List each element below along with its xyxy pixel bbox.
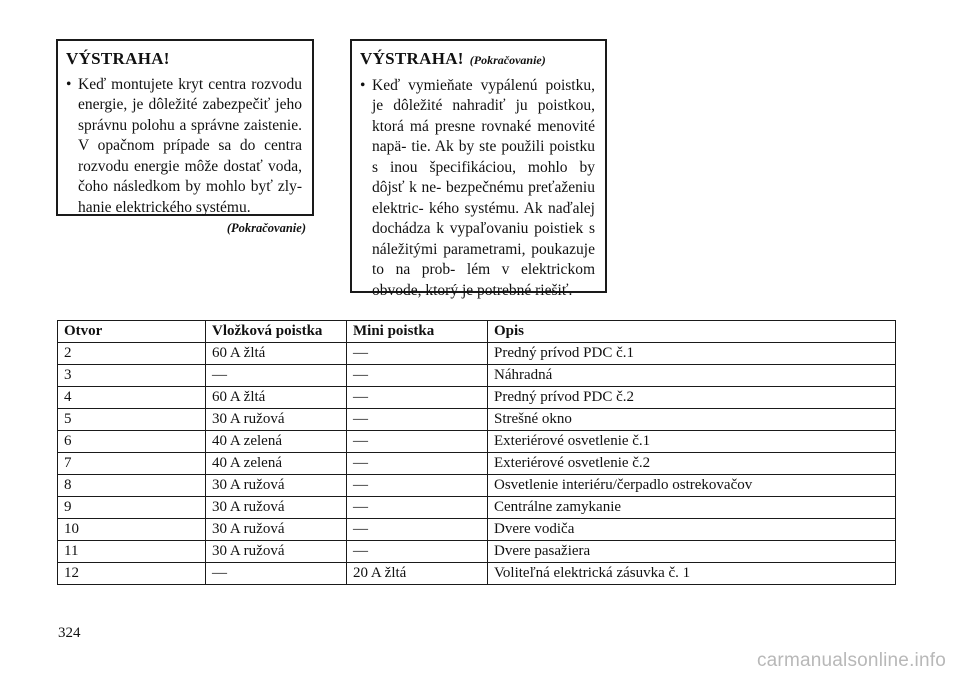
cell-cavity: 9	[58, 497, 206, 519]
table-row	[58, 343, 896, 365]
cell-mini-fuse: —	[347, 387, 488, 409]
cell-cavity: 2	[58, 343, 206, 365]
fuse-table	[57, 320, 896, 585]
cell-cartridge-fuse: —	[206, 563, 347, 585]
cell-cavity: 8	[58, 475, 206, 497]
warning-text: Keď vymieňate vypálenú poistku, je dôležité nahradiť ju poistkou, ktorá má presne rovnaké menovité napä- tie. Ak by ste použili poistku s inou špecifikáciou, mohlo by dôjsť k ne- bezpečnému preťaženiu elektric- kého systému. Ak naďalej dochádza k vypaľovaniu poistiek s náležitými parametrami, poukazuje to na prob- lém v elektrickom obvode, ktorý je potrebné riešiť.	[372, 76, 595, 299]
cell-cavity: 4	[58, 387, 206, 409]
warning-continued-label: (Pokračovanie)	[469, 53, 546, 67]
header-mini-fuse: Mini poistka	[347, 321, 488, 343]
cell-cartridge-fuse: —	[206, 365, 347, 387]
warning-item	[360, 76, 595, 302]
warning-box-right	[350, 39, 607, 299]
header-cartridge-fuse: Vložková poistka	[206, 321, 347, 343]
cell-mini-fuse: 20 A žltá	[347, 563, 488, 585]
cell-cartridge-fuse: 30 A ružová	[206, 409, 347, 431]
cell-description: Exteriérové osvetlenie č.2	[488, 453, 896, 475]
cell-cartridge-fuse: 30 A ružová	[206, 541, 347, 563]
cell-cartridge-fuse: 30 A ružová	[206, 519, 347, 541]
cell-mini-fuse: —	[347, 453, 488, 475]
table-row	[58, 541, 896, 563]
cell-mini-fuse: —	[347, 365, 488, 387]
table-row	[58, 497, 896, 519]
cell-mini-fuse: —	[347, 497, 488, 519]
cell-cavity: 7	[58, 453, 206, 475]
cell-description: Dvere vodiča	[488, 519, 896, 541]
warning-item	[66, 75, 302, 219]
cell-mini-fuse: —	[347, 343, 488, 365]
table-row	[58, 409, 896, 431]
cell-cavity: 10	[58, 519, 206, 541]
table-row	[58, 475, 896, 497]
cell-cartridge-fuse: 60 A žltá	[206, 387, 347, 409]
page-number: 324	[58, 625, 81, 641]
cell-cartridge-fuse: 40 A zelená	[206, 453, 347, 475]
table-row	[58, 453, 896, 475]
cell-cavity: 5	[58, 409, 206, 431]
header-cavity: Otvor	[58, 321, 206, 343]
header-description: Opis	[488, 321, 896, 343]
cell-description: Voliteľná elektrická zásuvka č. 1	[488, 563, 896, 585]
cell-cartridge-fuse: 40 A zelená	[206, 431, 347, 453]
cell-description: Náhradná	[488, 365, 896, 387]
table-row	[58, 387, 896, 409]
cell-cartridge-fuse: 60 A žltá	[206, 343, 347, 365]
cell-description: Exteriérové osvetlenie č.1	[488, 431, 896, 453]
warning-title-right	[360, 49, 595, 71]
continued-note: (Pokračovanie)	[226, 221, 306, 235]
cell-mini-fuse: —	[347, 475, 488, 497]
warning-title-text: VÝSTRAHA!	[360, 49, 464, 68]
cell-description: Predný prívod PDC č.2	[488, 387, 896, 409]
cell-mini-fuse: —	[347, 431, 488, 453]
bullet-icon: •	[360, 76, 366, 94]
table-header-row	[58, 321, 896, 343]
table-row	[58, 563, 896, 585]
table-row	[58, 519, 896, 541]
cell-mini-fuse: —	[347, 541, 488, 563]
cell-cavity: 11	[58, 541, 206, 563]
cell-cavity: 12	[58, 563, 206, 585]
cell-cavity: 6	[58, 431, 206, 453]
cell-description: Centrálne zamykanie	[488, 497, 896, 519]
fuse-table-body	[58, 343, 896, 585]
bullet-icon: •	[66, 75, 72, 93]
cell-cartridge-fuse: 30 A ružová	[206, 475, 347, 497]
cell-description: Predný prívod PDC č.1	[488, 343, 896, 365]
cell-description: Osvetlenie interiéru/čerpadlo ostrekovačov	[488, 475, 896, 497]
table-row	[58, 365, 896, 387]
cell-mini-fuse: —	[347, 519, 488, 541]
cell-cavity: 3	[58, 365, 206, 387]
warning-text: Keď montujete kryt centra rozvodu energie, je dôležité zabezpečiť jeho správnu polohu a správne zaistenie. V opačnom prípade sa do centra rozvodu energie môže dostať voda, čoho následkom by mohlo byť zly- hanie elektrického systému.	[78, 75, 302, 216]
cell-description: Strešné okno	[488, 409, 896, 431]
warning-box-left	[56, 39, 314, 216]
cell-mini-fuse: —	[347, 409, 488, 431]
cell-description: Dvere pasažiera	[488, 541, 896, 563]
table-row	[58, 431, 896, 453]
warning-title: VÝSTRAHA!	[66, 49, 170, 68]
watermark-logo: carmanualsonline.info	[756, 650, 946, 671]
cell-cartridge-fuse: 30 A ružová	[206, 497, 347, 519]
